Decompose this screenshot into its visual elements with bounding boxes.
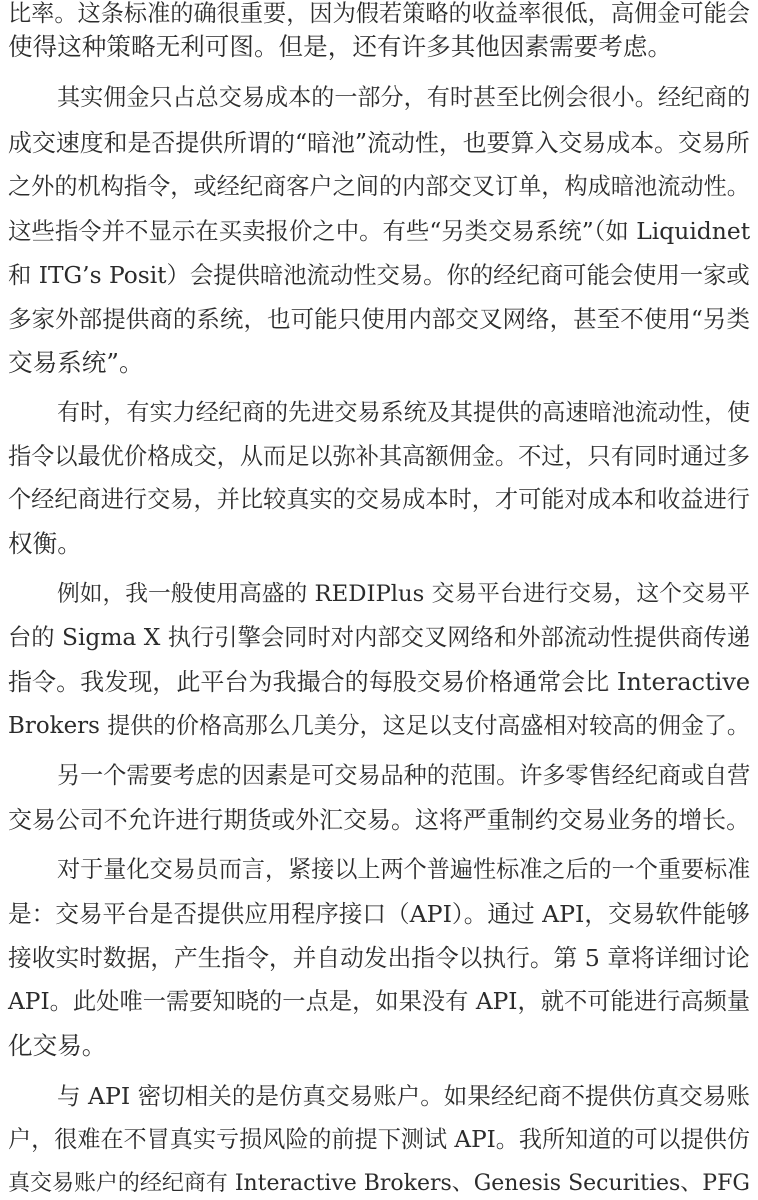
text-line: 接收实时数据，产生指令，并自动发出指令以执行。第 5 章将详细讨论 [8, 944, 750, 972]
text-line: 有时，有实力经纪商的先进交易系统及其提供的高速暗池流动性，使 [57, 400, 751, 426]
text-line: 指令以最优价格成交，从而足以弥补其高额佣金。不过，只有同时通过多 [8, 443, 750, 470]
text-line: 和 ITG’s Posit）会提供暗池流动性交易。你的经纪商可能会使用一家或 [8, 261, 750, 289]
text-line: 权衡。 [8, 529, 82, 558]
text-line: 指令。我发现，此平台为我撮合的每股交易价格通常会比 Interactive [8, 668, 751, 696]
text-line: 对于量化交易员而言，紧接以上两个普遍性标准之后的一个重要标准 [57, 857, 751, 883]
text-line: 交易系统”。 [8, 348, 144, 377]
text-line: 是：交易平台是否提供应用程序接口（API）。通过 API，交易软件能够 [8, 900, 750, 928]
text-line: 成交速度和是否提供所谓的“暗池”流动性，也要算入交易成本。交易所 [8, 129, 750, 157]
text-line: 这些指令并不显示在买卖报价之中。有些“另类交易系统”（如 Liquidnet [8, 217, 751, 245]
text-line: 另一个需要考虑的因素是可交易品种的范围。许多零售经纪商或自营 [57, 763, 751, 789]
text-line: 台的 Sigma X 执行引擎会同时对内部交叉网络和外部流动性提供商传递 [8, 624, 751, 651]
text-line: 交易公司不允许进行期货或外汇交易。这将严重制约交易业务的增长。 [8, 806, 751, 834]
text-line: 之外的机构指令，或经纪商客户之间的内部交叉订单，构成暗池流动性。 [8, 173, 750, 200]
text-line: 比率。这条标准的确很重要，因为假若策略的收益率很低，高佣金可能会 [8, 0, 750, 27]
text-line: 户，很难在不冒真实亏损风险的前提下测试 API。我所知道的可以提供仿 [8, 1127, 750, 1153]
text-line: 与 API 密切相关的是仿真交易账户。如果经纪商不提供仿真交易账 [57, 1082, 750, 1110]
text-line: 个经纪商进行交易，并比较真实的交易成本时，才可能对成本和收益进行 [8, 486, 750, 513]
text-line: 使得这种策略无利可图。但是，还有许多其他因素需要考虑。 [8, 32, 673, 61]
text-line: API。此处唯一需要知晓的一点是，如果没有 API，就不可能进行高频量 [8, 988, 751, 1015]
text-line: 例如，我一般使用高盛的 REDIPlus 交易平台进行交易，这个交易平 [57, 581, 751, 607]
text-line: 化交易。 [8, 1031, 107, 1060]
text-line: 多家外部提供商的系统，也可能只使用内部交叉网络，甚至不使用“另类 [8, 305, 750, 333]
text-line: Brokers 提供的价格高那么几美分，这足以支付高盛相对较高的佣金了。 [8, 713, 750, 739]
text-line: 真交易账户的经纪商有 Interactive Brokers、Genesis Securities、PFG [8, 1171, 750, 1196]
text-line: 其实佣金只占总交易成本的一部分，有时甚至比例会很小。经纪商的 [57, 85, 751, 111]
